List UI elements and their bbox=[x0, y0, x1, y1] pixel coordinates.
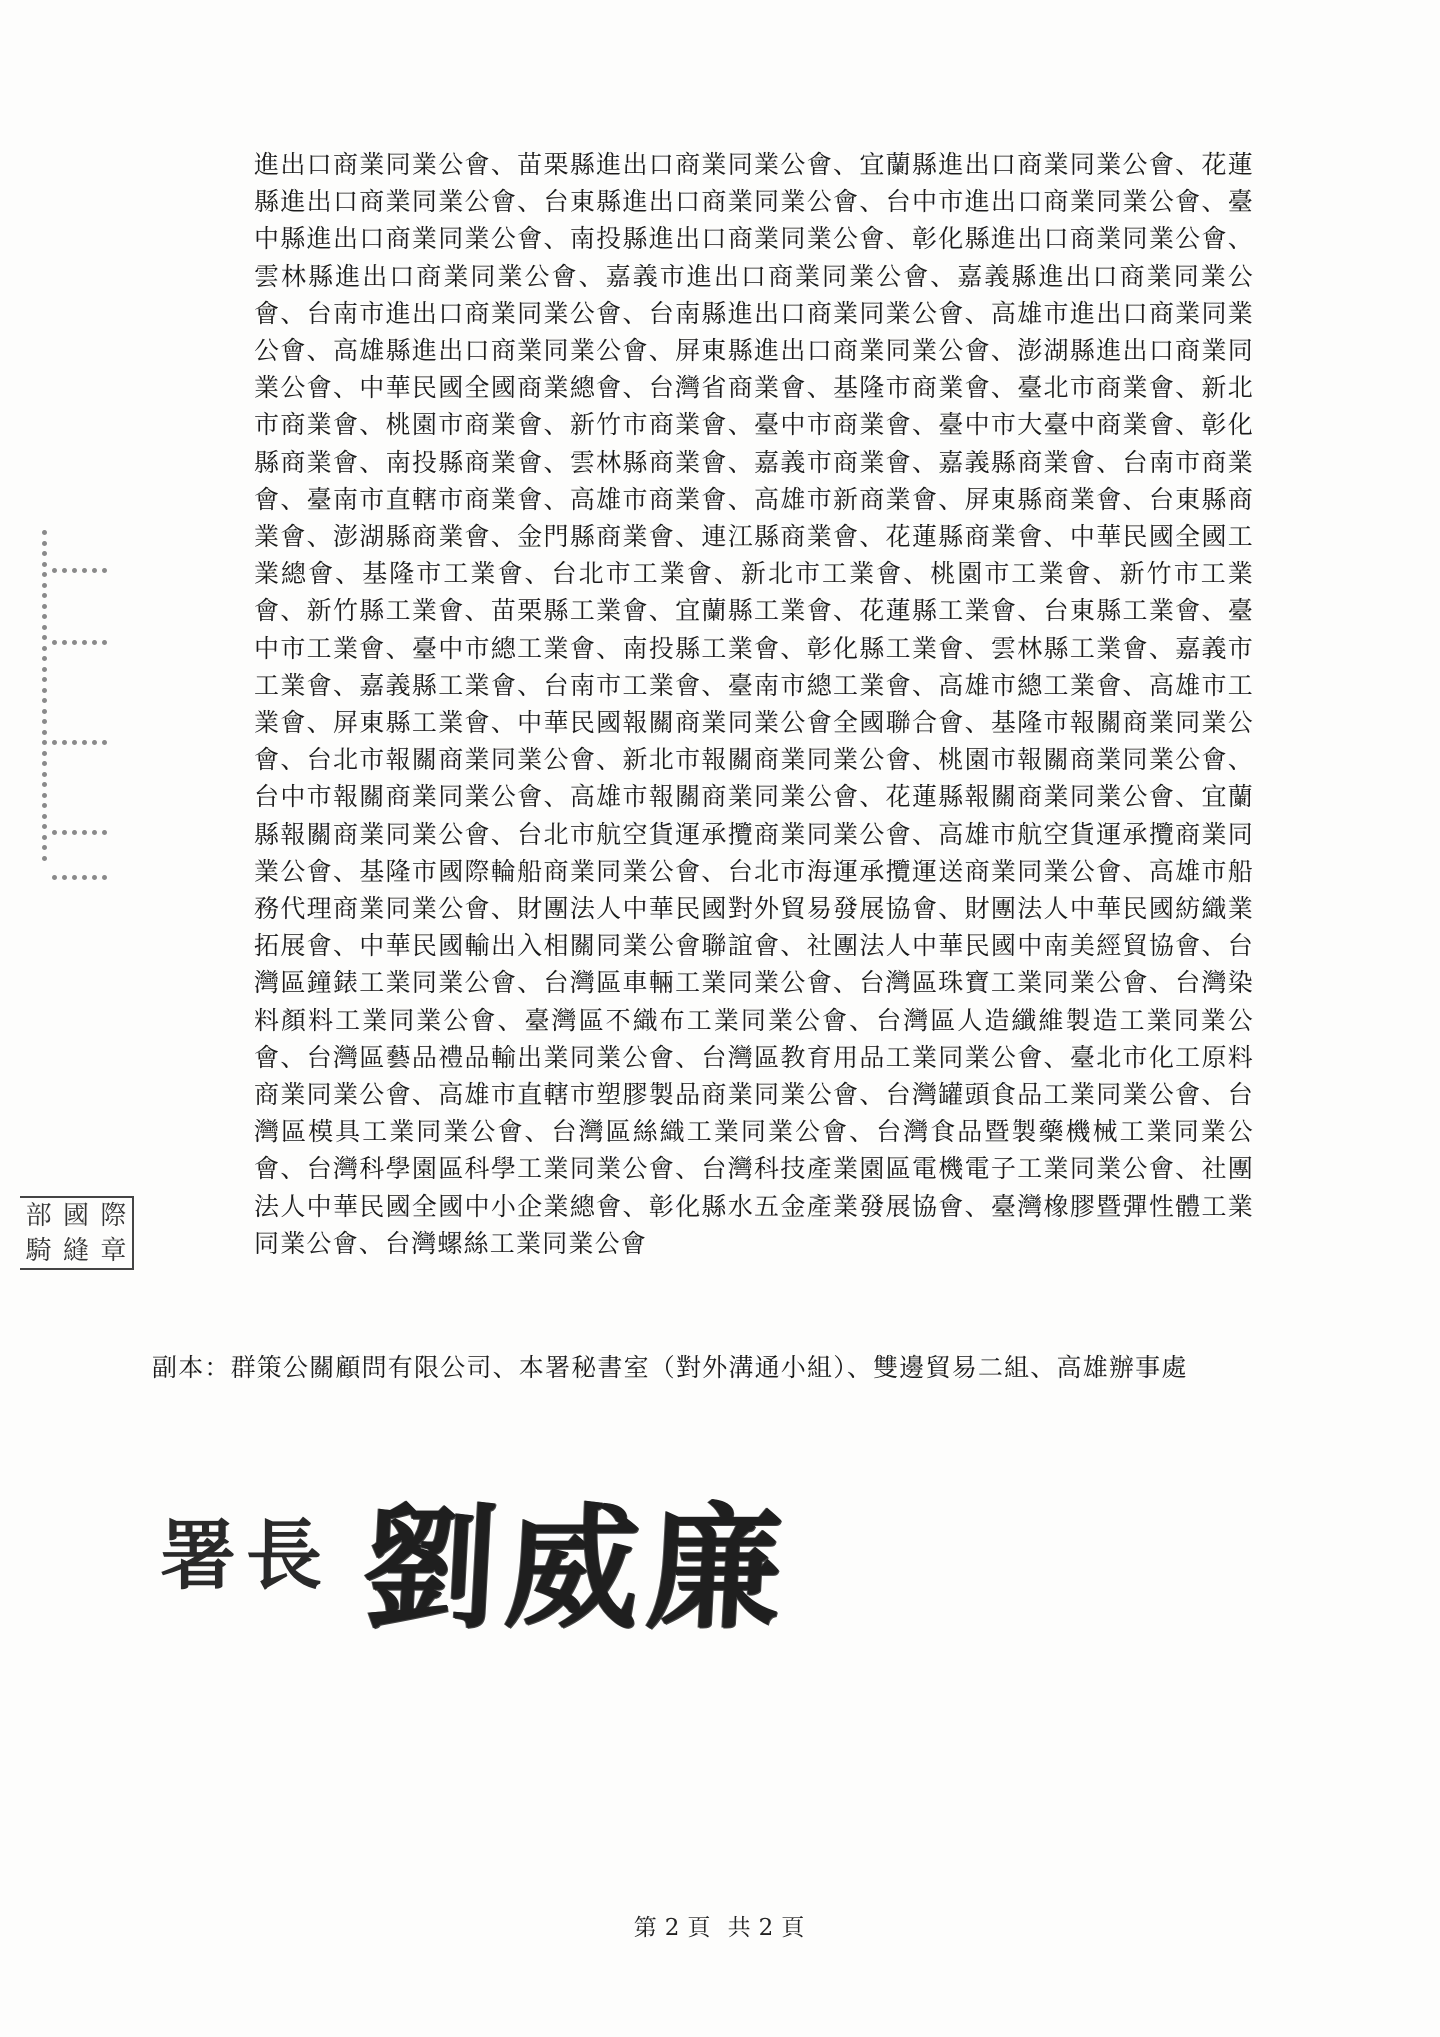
punch-hole bbox=[42, 761, 47, 766]
punch-hole bbox=[92, 568, 97, 573]
punch-hole bbox=[52, 740, 57, 745]
recipient-list: 進出口商業同業公會、苗栗縣進出口商業同業公會、宜蘭縣進出口商業同業公會、花蓮縣進出口商業同業公會、台東縣進出口商業同業公會、台中市進出口商業同業公會、臺中縣進出口商業同業公會、南投縣進出口商業同業公會、彰化縣進出口商業同業公會、雲林縣進出口商業同業公會、嘉義市進出口商業同業公會、嘉義縣進出口商業同業公會、台南市進出口商業同業公會、台南縣進出口商業同業公會、高雄市進出口商業同業公會、高雄縣進出口商業同業公會、屏東縣進出口商業同業公會、澎湖縣進出口商業同業公會、中華民國全國商業總會、台灣省商業會、基隆市商業會、臺北市商業會、新北市商業會、桃園市商業會、新竹市商業會、臺中市商業會、臺中市大臺中商業會、彰化縣商業會、南投縣商業會、雲林縣商業會、嘉義市商業會、嘉義縣商業會、台南市商業會、臺南市直轄市商業會、高雄市商業會、高雄市新商業會、屏東縣商業會、台東縣商業會、澎湖縣商業會、金門縣商業會、連江縣商業會、花蓮縣商業會、中華民國全國工業總會、基隆市工業會、台北市工業會、新北市工業會、桃園市工業會、新竹市工業會、新竹縣工業會、苗栗縣工業會、宜蘭縣工業會、花蓮縣工業會、台東縣工業會、臺中市工業會、臺中市總工業會、南投縣工業會、彰化縣工業會、雲林縣工業會、嘉義市工業會、嘉義縣工業會、台南市工業會、臺南市總工業會、高雄市總工業會、高雄市工業會、屏東縣工業會、中華民國報關商業同業公會全國聯合會、基隆市報關商業同業公會、台北市報關商業同業公會、新北市報關商業同業公會、桃園市報關商業同業公會、台中市報關商業同業公會、高雄市報關商業同業公會、花蓮縣報關商業同業公會、宜蘭縣報關商業同業公會、台北市航空貨運承攬商業同業公會、高雄市航空貨運承攬商業同業公會、基隆市國際輪船商業同業公會、台北市海運承攬運送商業同業公會、高雄市船務代理商業同業公會、財團法人中華民國對外貿易發展協會、財團法人中華民國紡織業拓展會、中華民國輸出入相關同業公會聯誼會、社團法人中華民國中南美經貿協會、台灣區鐘錶工業同業公會、台灣區車輛工業同業公會、台灣區珠寶工業同業公會、台灣染料顏料工業同業公會、臺灣區不織布工業同業公會、台灣區人造纖維製造工業同業公會、台灣區藝品禮品輸出業同業公會、台灣區教育用品工業同業公會、臺北市化工原料商業同業公會、高雄市直轄市塑膠製品商業同業公會、台灣罐頭食品工業同業公會、台灣區模具工業同業公會、台灣區絲織工業同業公會、台灣食品暨製藥機械工業同業公會、台灣科學園區科學工業同業公會、台灣科技產業園區電機電子工業同業公會、社團法人中華民國全國中小企業總會、彰化縣水五金產業發展協會、臺灣橡膠暨彈性體工業同業公會、台灣螺絲工業同業公會 bbox=[254, 150, 1254, 1258]
punch-hole bbox=[42, 667, 47, 672]
page-label-prefix: 第 bbox=[633, 1915, 659, 1941]
page-total: 2 bbox=[758, 1915, 776, 1941]
punch-hole bbox=[42, 572, 47, 577]
punch-hole bbox=[82, 640, 87, 645]
punch-hole bbox=[92, 740, 97, 745]
punch-hole bbox=[42, 782, 47, 787]
page-current: 2 bbox=[664, 1915, 682, 1941]
total-label-prefix: 共 bbox=[727, 1915, 753, 1941]
punch-hole bbox=[52, 875, 57, 880]
punch-hole bbox=[82, 830, 87, 835]
punch-hole bbox=[72, 830, 77, 835]
seal-char: 部 bbox=[25, 1200, 52, 1231]
punch-hole bbox=[92, 830, 97, 835]
punch-hole bbox=[82, 875, 87, 880]
punch-hole bbox=[42, 824, 47, 829]
punch-hole bbox=[52, 568, 57, 573]
punch-hole bbox=[72, 875, 77, 880]
punch-hole bbox=[42, 614, 47, 619]
seal-char: 縫 bbox=[62, 1235, 89, 1266]
punch-hole bbox=[82, 568, 87, 573]
punch-hole bbox=[42, 803, 47, 808]
punch-hole bbox=[72, 740, 77, 745]
perforation-seal bbox=[20, 1196, 134, 1270]
punch-hole bbox=[42, 698, 47, 703]
punch-hole bbox=[42, 656, 47, 661]
punch-hole bbox=[52, 830, 57, 835]
seal-char: 騎 bbox=[25, 1235, 52, 1266]
punch-hole bbox=[92, 640, 97, 645]
punch-hole bbox=[42, 551, 47, 556]
punch-hole bbox=[62, 830, 67, 835]
punch-hole bbox=[102, 830, 107, 835]
cc-label: 副本： bbox=[152, 1353, 231, 1382]
punch-hole bbox=[62, 640, 67, 645]
seal-char: 際 bbox=[100, 1200, 127, 1231]
punch-hole bbox=[42, 604, 47, 609]
punch-hole bbox=[52, 640, 57, 645]
punch-hole bbox=[82, 740, 87, 745]
signature-name: 劉威廉 bbox=[359, 1489, 794, 1647]
punch-hole bbox=[42, 793, 47, 798]
punch-hole bbox=[42, 530, 47, 535]
punch-hole bbox=[42, 709, 47, 714]
punch-holes bbox=[40, 530, 130, 880]
punch-hole bbox=[62, 875, 67, 880]
punch-hole bbox=[42, 740, 47, 745]
cc-section bbox=[152, 1349, 1257, 1386]
punch-hole bbox=[42, 583, 47, 588]
seal-char: 國 bbox=[62, 1200, 89, 1231]
signature-title: 署長 bbox=[160, 1511, 332, 1600]
cc-recipients: 群策公關顧問有限公司、本署秘書室（對外溝通小組）、雙邊貿易二組、高雄辦事處 bbox=[230, 1353, 1188, 1382]
seal-char: 章 bbox=[100, 1235, 127, 1266]
punch-hole bbox=[42, 677, 47, 682]
punch-hole bbox=[42, 593, 47, 598]
total-label-suffix: 頁 bbox=[781, 1915, 807, 1941]
punch-hole bbox=[102, 568, 107, 573]
page-footer bbox=[0, 1909, 1440, 1942]
punch-hole bbox=[42, 772, 47, 777]
punch-hole bbox=[42, 751, 47, 756]
punch-hole bbox=[42, 835, 47, 840]
punch-hole bbox=[42, 541, 47, 546]
punch-hole bbox=[72, 640, 77, 645]
punch-hole bbox=[42, 562, 47, 567]
punch-hole bbox=[42, 688, 47, 693]
punch-hole bbox=[42, 730, 47, 735]
punch-hole bbox=[102, 640, 107, 645]
punch-hole bbox=[42, 719, 47, 724]
punch-hole bbox=[102, 875, 107, 880]
punch-hole bbox=[92, 875, 97, 880]
punch-hole bbox=[72, 568, 77, 573]
punch-hole bbox=[62, 740, 67, 745]
punch-hole bbox=[42, 856, 47, 861]
punch-hole bbox=[42, 635, 47, 640]
punch-hole bbox=[62, 568, 67, 573]
punch-hole bbox=[42, 845, 47, 850]
punch-hole bbox=[42, 625, 47, 630]
punch-hole bbox=[42, 814, 47, 819]
page-label-mid: 頁 bbox=[687, 1915, 713, 1941]
punch-hole bbox=[102, 740, 107, 745]
punch-hole bbox=[42, 646, 47, 651]
